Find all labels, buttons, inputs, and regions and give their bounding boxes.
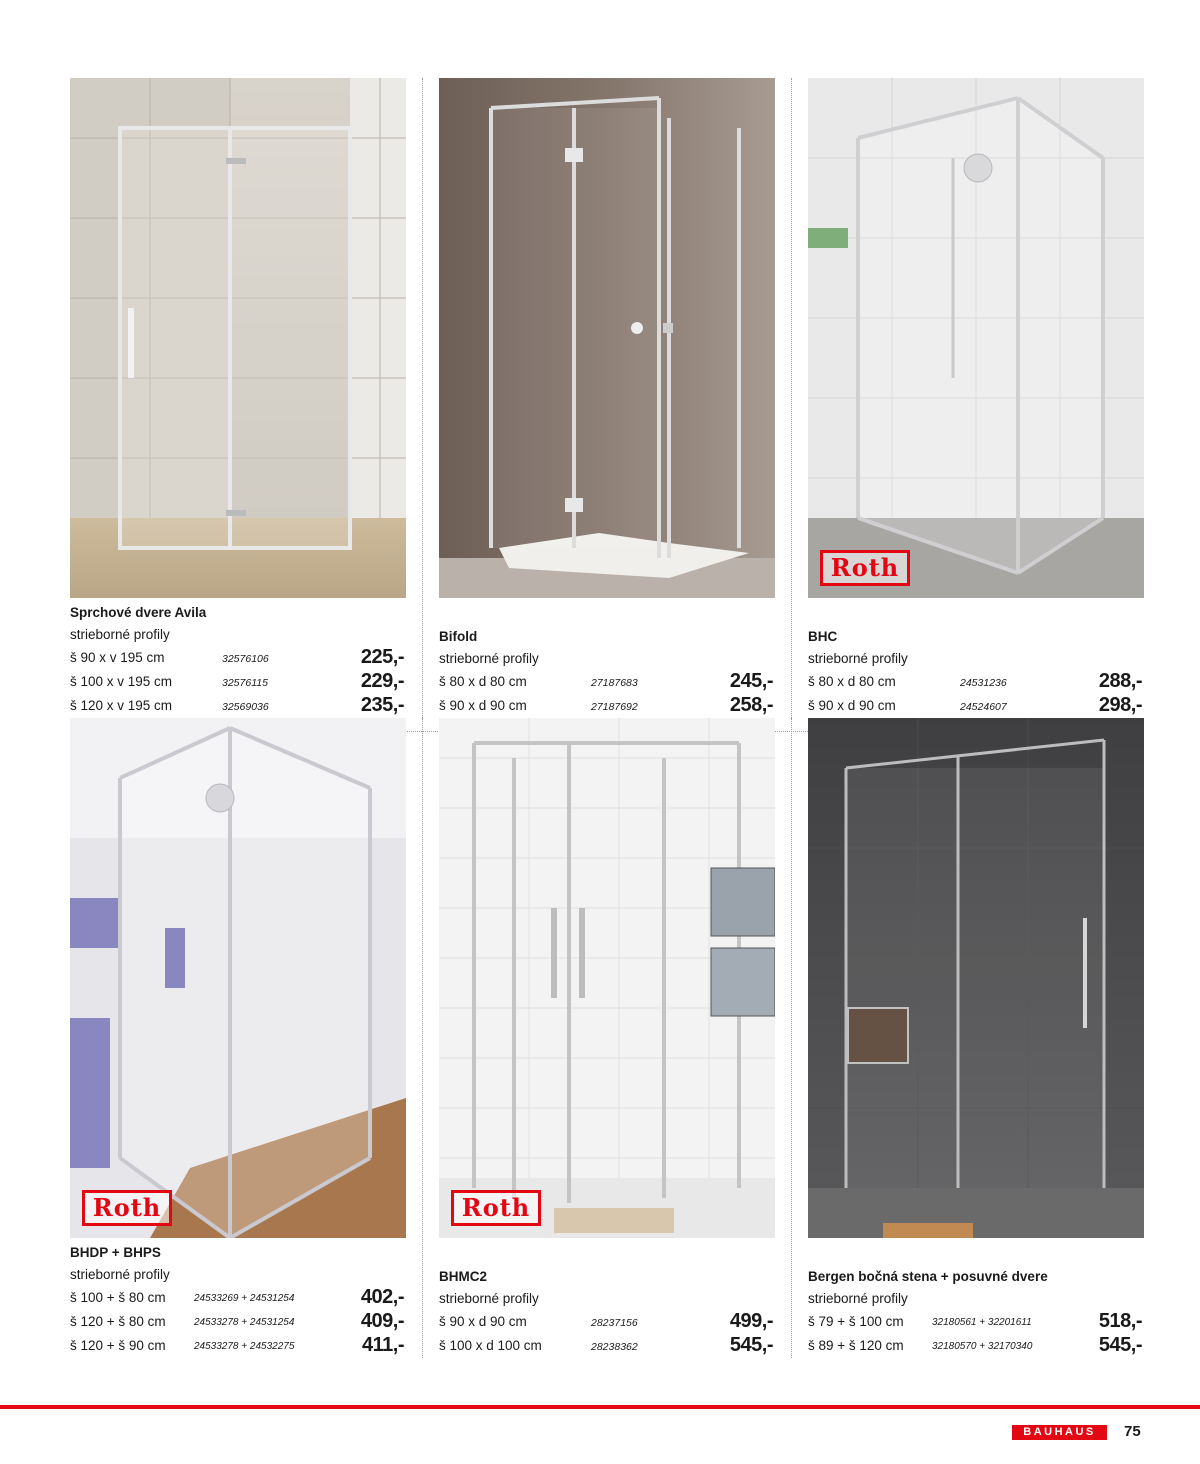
product-title: BHDP + BHPS	[70, 1245, 161, 1260]
product-card-bhmc2[interactable]	[439, 718, 775, 1358]
bauhaus-logo[interactable]: BAUHAUS	[1012, 1425, 1107, 1440]
price-line	[70, 694, 406, 718]
size-label: š 79 + š 100 cm	[808, 1314, 904, 1329]
product-card-bhc[interactable]	[808, 78, 1144, 718]
price-line	[70, 1310, 406, 1334]
price: 409,-	[360, 1310, 404, 1332]
article-number: 24533269 + 24531254	[194, 1293, 295, 1304]
product-row-1	[70, 78, 1142, 718]
price-line	[439, 1310, 775, 1334]
size-label: š 90 x d 90 cm	[439, 698, 527, 713]
product-subtitle: strieborné profily	[439, 1291, 539, 1306]
size-label: š 89 + š 120 cm	[808, 1338, 904, 1353]
size-label: š 100 x d 100 cm	[439, 1338, 542, 1353]
size-label: š 120 + š 90 cm	[70, 1338, 166, 1353]
size-label: š 90 x d 90 cm	[439, 1314, 527, 1329]
price: 402,-	[360, 1286, 404, 1308]
price: 545,-	[729, 1334, 773, 1356]
product-title: BHMC2	[439, 1269, 488, 1284]
product-info-bhdp-bhps	[70, 1242, 406, 1358]
product-row-2	[70, 718, 1142, 1358]
product-photo-bhc[interactable]	[808, 78, 1144, 598]
size-label: š 100 x v 195 cm	[70, 674, 173, 689]
price: 518,-	[1098, 1310, 1142, 1332]
product-card-bergen[interactable]	[808, 718, 1144, 1358]
product-title: BHC	[808, 629, 838, 644]
price: 258,-	[729, 694, 773, 716]
size-label: š 120 + š 80 cm	[70, 1314, 166, 1329]
size-label: š 90 x v 195 cm	[70, 650, 165, 665]
price: 411,-	[362, 1334, 404, 1356]
price: 499,-	[729, 1310, 773, 1332]
price: 288,-	[1098, 670, 1142, 692]
product-photo-bergen[interactable]	[808, 718, 1144, 1238]
article-number: 27187692	[591, 701, 638, 713]
product-info-bergen	[808, 1266, 1144, 1358]
size-label: š 100 + š 80 cm	[70, 1290, 166, 1305]
product-card-bifold[interactable]	[439, 78, 775, 718]
price: 298,-	[1098, 694, 1142, 716]
column-divider	[422, 78, 423, 718]
article-number: 32576106	[222, 653, 269, 665]
article-number: 32576115	[222, 677, 268, 689]
price: 245,-	[729, 670, 773, 692]
product-photo-avila[interactable]	[70, 78, 406, 598]
article-number: 32180561 + 32201611	[932, 1317, 1032, 1328]
price-line	[439, 670, 775, 694]
price-line	[70, 646, 406, 670]
roth-logo: Roth	[820, 550, 910, 586]
product-photo-bhdp-bhps[interactable]	[70, 718, 406, 1238]
product-card-bhdp-bhps[interactable]	[70, 718, 406, 1358]
product-subtitle: strieborné profily	[439, 651, 539, 666]
price-line	[808, 670, 1144, 694]
price: 235,-	[360, 694, 404, 716]
column-divider	[791, 718, 792, 1358]
size-label: š 80 x d 80 cm	[808, 674, 896, 689]
footer-accent-bar	[0, 1405, 1200, 1409]
article-number: 32180570 + 32170340	[932, 1341, 1033, 1352]
article-number: 28238362	[591, 1341, 638, 1353]
article-number: 28237156	[591, 1317, 638, 1329]
product-card-avila[interactable]	[70, 78, 406, 718]
price-line	[808, 1334, 1144, 1358]
article-number: 24533278 + 24532275	[194, 1341, 295, 1352]
page-number: 75	[1124, 1423, 1141, 1440]
article-number: 32569036	[222, 701, 269, 713]
product-subtitle: strieborné profily	[808, 651, 908, 666]
price-line	[439, 694, 775, 718]
roth-logo: Roth	[451, 1190, 541, 1226]
roth-logo: Roth	[82, 1190, 172, 1226]
price-line	[808, 1310, 1144, 1334]
article-number: 24531236	[960, 677, 1007, 689]
price-line	[70, 1334, 406, 1358]
product-photo-bifold[interactable]	[439, 78, 775, 598]
column-divider	[791, 78, 792, 718]
article-number: 24524607	[960, 701, 1007, 713]
article-number: 24533278 + 24531254	[194, 1317, 295, 1328]
price-line	[70, 1286, 406, 1310]
price: 229,-	[360, 670, 404, 692]
size-label: š 90 x d 90 cm	[808, 698, 896, 713]
product-photo-bhmc2[interactable]	[439, 718, 775, 1238]
column-divider	[422, 718, 423, 1358]
product-title: Bifold	[439, 629, 478, 644]
product-grid	[70, 78, 1142, 1358]
size-label: š 120 x v 195 cm	[70, 698, 173, 713]
product-subtitle: strieborné profily	[808, 1291, 908, 1306]
product-title: Sprchové dvere Avila	[70, 605, 207, 620]
price-line	[70, 670, 406, 694]
product-subtitle: strieborné profily	[70, 1267, 170, 1282]
product-subtitle: strieborné profily	[70, 627, 170, 642]
product-title: Bergen bočná stena + posuvné dvere	[808, 1269, 1048, 1284]
product-info-avila	[70, 602, 406, 718]
article-number: 27187683	[591, 677, 638, 689]
product-info-bifold	[439, 626, 775, 718]
price-line	[808, 694, 1144, 718]
size-label: š 80 x d 80 cm	[439, 674, 527, 689]
price-line	[439, 1334, 775, 1358]
product-info-bhmc2	[439, 1266, 775, 1358]
price: 545,-	[1098, 1334, 1142, 1356]
product-info-bhc	[808, 626, 1144, 718]
price: 225,-	[360, 646, 404, 668]
